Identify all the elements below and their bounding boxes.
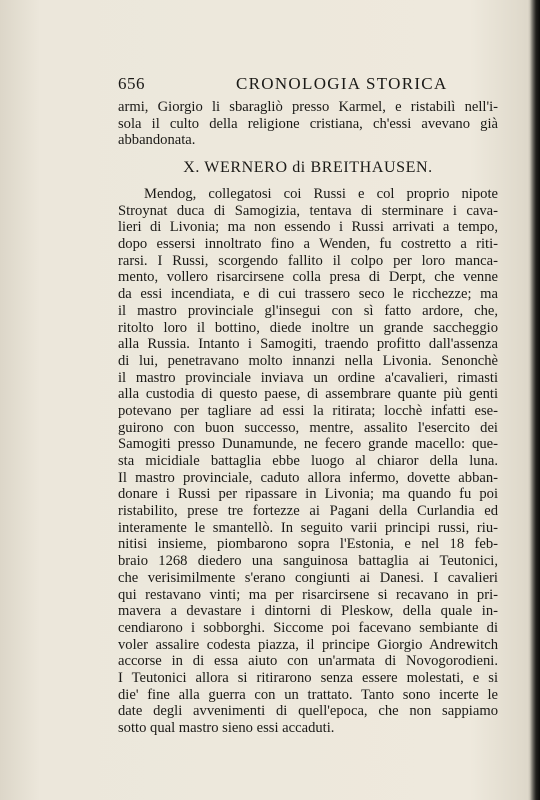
- text-line: di lui, penetravano molto innanzi nella Livonia. Senonchè: [118, 352, 498, 369]
- text-line: alla Russia. Intanto i Samogiti, traendo profitto dall'assenza: [118, 336, 498, 353]
- text-line: I Teutonici allora si ritirarono senza essere molestati, e si: [118, 669, 498, 686]
- text-line: cendiarono i sobborghi. Siccome poi facevano sembiante di: [118, 619, 498, 636]
- text-line: mento, vollero risarcirsene colla presa di Derpt, che venne: [118, 269, 498, 286]
- text-line: Mendog, collegatosi coi Russi e col proprio nipote: [144, 186, 498, 202]
- text-line: mavera a devastare i dintorni di Pleskow, della quale in-: [118, 603, 498, 620]
- text-line: guirono con buon successo, mentre, assalito l'esercito dei: [118, 419, 498, 436]
- text-line: che verisimilmente s'erano congiunti ai Danesi. I cavalieri: [118, 569, 498, 586]
- section-heading: X. WERNERO di BREITHAUSEN.: [183, 159, 433, 176]
- text-line: voler assalire codesta piazza, il principe Giorgio Andrewitch: [118, 636, 498, 653]
- text-line: date degli avvenimenti di quell'epoca, che non sappiamo: [118, 703, 498, 720]
- text-line: potevano per tagliare ad essi la ritirata; locchè infatti ese-: [118, 402, 498, 419]
- text-line: accorse in di essa aiuto con un'armata di Novogorodieni.: [118, 653, 498, 670]
- text-line: il mastro provinciale gl'insegui con sì fatto ardore, che,: [118, 302, 498, 319]
- body-paragraph: [118, 186, 498, 737]
- text-line: dopo essersi innoltrato fino a Wenden, fu costretto a riti-: [118, 236, 498, 253]
- text-line: il mastro provinciale inviava un ordine a'cavalieri, rimasti: [118, 369, 498, 386]
- text-line: lieri di Livonia; ma non essendo i Russi arrivati a tempo,: [118, 219, 498, 236]
- running-header: [118, 74, 498, 96]
- text-line: donare i Russi per ripassare in Livonia; ma quando fu poi: [118, 486, 498, 503]
- text-line: ristabilito, prese tre fortezze ai Pagani della Curlandia ed: [118, 503, 498, 520]
- running-title: CRONOLOGIA STORICA: [236, 74, 448, 93]
- text-line: alla custodia di questo paese, di assembrare quante più genti: [118, 386, 498, 403]
- text-line: die' fine alla guerra con un trattato. Tanto sono incerte le: [118, 686, 498, 703]
- text-line: Stroynat duca di Samogizia, tentava di sterminare i cava-: [118, 202, 498, 219]
- text-line: da essi incendiata, e di cui trassero seco le ricchezze; ma: [118, 286, 498, 303]
- text-line: sta micidiale battaglia ebbe luogo al chiaror della luna.: [118, 453, 498, 469]
- text-line: nitisi insieme, piombarono sopra l'Estonia, e nel 18 feb-: [118, 536, 498, 553]
- text-line: rarsi. I Russi, scorgendo fallito il colpo per loro manca-: [118, 252, 498, 269]
- text-line: qui restavano vinti; ma per risarcirsene si recavano in pri-: [118, 586, 498, 603]
- text-line: armi, Giorgio li sbaragliò presso Karmel, e ristabilì nell'i-: [118, 99, 498, 115]
- page-edge-shadow: [528, 0, 540, 800]
- text-line: sola il culto della religione cristiana, ch'essi avevano già: [118, 115, 498, 132]
- text-line: interamente le smantellò. In seguito varii principi russi, riu-: [118, 519, 498, 536]
- text-line: Samogiti presso Dunamunde, ne fecero grande macello: que-: [118, 436, 498, 453]
- text-line: abbandonata.: [118, 132, 196, 149]
- page-number: 656: [118, 74, 145, 93]
- text-line: Il mastro provinciale, caduto allora infermo, dovette abban-: [118, 469, 498, 486]
- text-line: sotto qual mastro sieno essi accaduti.: [118, 720, 335, 736]
- text-line: braio 1268 diedero una sanguinosa battaglia ai Teutonici,: [118, 553, 498, 570]
- text-line: ritolto loro il bottino, diede inoltre un grande saccheggio: [118, 319, 498, 336]
- continuation-paragraph: [118, 99, 498, 149]
